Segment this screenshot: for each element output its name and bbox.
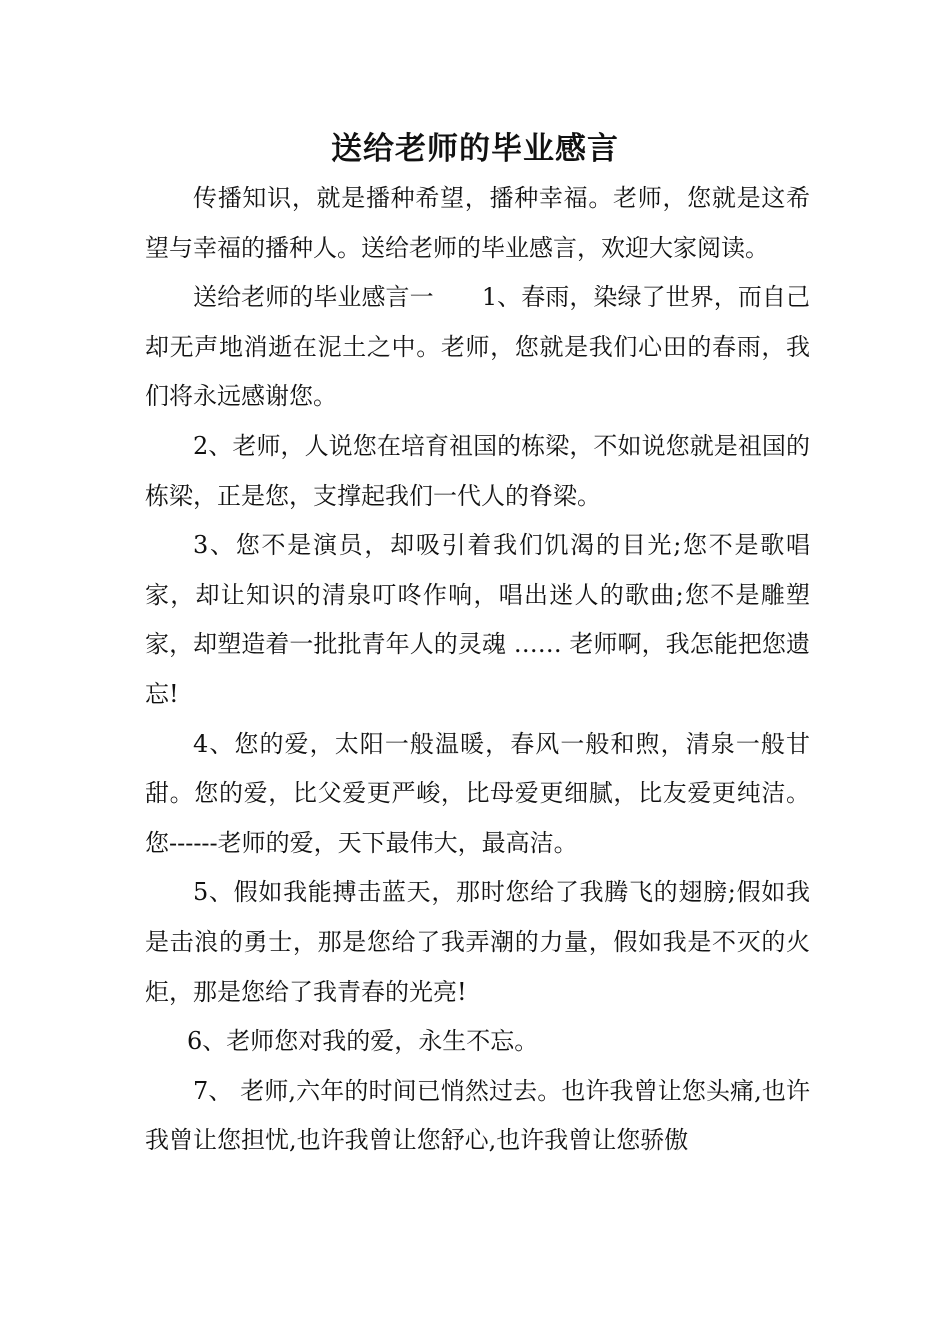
document-body	[145, 174, 810, 1166]
intro-paragraph: 传播知识，就是播种希望，播种幸福。老师，您就是这希望与幸福的播种人。送给老师的毕业感言，欢迎大家阅读。	[145, 184, 810, 262]
paragraph-3: 3、您不是演员，却吸引着我们饥渴的目光;您不是歌唱家，却让知识的清泉叮咚作响，唱出迷人的歌曲;您不是雕塑家，却塑造着一批批青年人的灵魂 …… 老师啊，我怎能把您遗忘!	[145, 531, 810, 708]
paragraph-6: 6、老师您对我的爱，永生不忘。	[187, 1027, 539, 1056]
paragraph-1: 送给老师的毕业感言一 1、春雨，染绿了世界，而自己却无声地消逝在泥土之中。老师，您就是我们心田的春雨，我们将永远感谢您。	[145, 283, 810, 411]
paragraph-4: 4、您的爱，太阳一般温暖，春风一般和煦，清泉一般甘甜。您的爱，比父爱更严峻，比母爱更细腻，比友爱更纯洁。您------老师的爱，天下最伟大，最高洁。	[145, 729, 810, 857]
paragraph-2: 2、老师，人说您在培育祖国的栋梁，不如说您就是祖国的栋梁，正是您，支撑起我们一代人的脊梁。	[145, 431, 810, 510]
paragraph-5: 5、假如我能搏击蓝天，那时您给了我腾飞的翅膀;假如我是击浪的勇士，那是您给了我弄潮的力量，假如我是不灭的火炬，那是您给了我青春的光亮!	[145, 878, 810, 1006]
document-title: 送给老师的毕业感言	[331, 131, 619, 167]
paragraph-7: 7、 老师,六年的时间已悄然过去。也许我曾让您头痛,也许我曾让您担忧,也许我曾让您舒心,也许我曾让您骄傲	[145, 1076, 810, 1155]
